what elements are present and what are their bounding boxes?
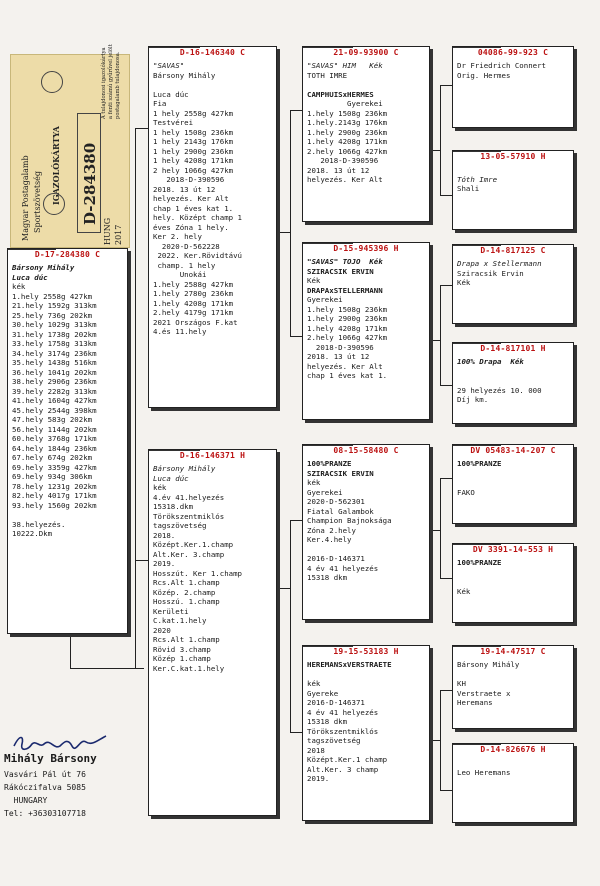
box-line [457,568,570,578]
box-line: Bársony Mihály [153,70,216,80]
box-line: DRAPAxSTELLERMANN [307,285,383,295]
box-line: 39.hely 2282g 313km [12,386,97,396]
box-line: 67.hely 674g 202km [12,453,93,462]
box-line: 2018-D-390596 [153,175,225,184]
connector [430,740,440,741]
box-line: Orig. Hermes [457,70,511,80]
ring-id: DV 05483-14-207 C [470,446,556,455]
box-line: Leo Heremans [457,767,511,777]
box-line: 21.hely 1592g 313km [12,301,97,310]
box-line: 15318 dkm [307,717,348,726]
box-line: 15318.dkm [153,502,194,511]
pedigree-box-sire-dam [302,242,430,420]
box-line: Rcs.Alt 1.champ [153,635,220,644]
box-line: 25.hely 736g 202km [12,310,93,320]
connector [440,478,441,578]
ring-id: D-15-945396 H [333,244,399,253]
connector [440,790,452,791]
box-line: SZIRACSIK ERVIN [307,266,374,276]
box-line: Kék [457,586,471,596]
box-line: 33.hely 1758g 313km [12,339,97,348]
box-line: 4.és 11.hely [153,327,207,336]
box-line: 31.hely 1738g 202km [12,329,97,339]
box-line: 2019. [307,774,330,783]
box-line: 1.hely 4208g 171km [153,298,234,308]
box-lines [457,459,570,497]
box-line: 2019. [153,559,176,568]
box-line: kék [307,679,321,688]
box-line: 100%PRANZE [457,558,502,567]
ring-id: DV 3391-14-553 H [472,545,554,554]
card-note-3: postagalamb tulajdonosa. [115,51,121,119]
box-line: 1.hely 1508g 236km [307,304,388,314]
box-line: 2020-D-562228 [153,241,220,251]
box-line: "SAVAS" [153,61,185,70]
box-lines [457,558,570,596]
box-lines [457,259,570,288]
box-line: 1 hely 2558g 427km [153,108,234,118]
box-line: 10222.Dkm [12,529,53,538]
box-line: Gyereke [307,688,339,698]
box-line: 1 hely 2900g 236km [153,146,234,156]
ring-id: 08-15-58480 C [333,446,399,455]
connector [440,385,452,386]
box-line: HEREMANSxVERSTRAETE [307,660,392,669]
box-line: 2018. 13 út 12 [307,165,370,175]
box-line: C.kat.1.hely [153,616,207,625]
box-line: 15318 dkm [307,573,348,582]
box-lines [457,357,570,405]
connector [135,128,149,129]
box-line: Hosszút. Ker 1.champ [153,568,242,578]
ring-id: D-17-284380 C [34,250,101,259]
box-line: 2 hely 1066g 427km [153,165,234,175]
connector [440,690,452,691]
box-line: 2.hely 1066g 427km [307,333,388,342]
box-line: 60.hely 3768g 171km [12,434,97,443]
connector [290,110,291,336]
box-line [457,758,570,768]
ring-id: 04086-99-923 C [477,48,549,57]
box-line: Testvérei [153,118,194,127]
box-line: tagszövetség [307,736,361,745]
connector [440,478,452,479]
box-line: chap 1 éves kat 1. [153,203,234,213]
box-line: 4 év 41 helyezés [307,707,379,717]
box-line: SZIRACSIK ERVIN [307,468,374,478]
box-line: 82.hely 4017g 171km [12,491,97,500]
box-line: 35.hely 1438g 516km [12,358,97,367]
box-line: 45.hely 2544g 398km [12,405,97,415]
connector [430,530,440,531]
box-line: Gyerekei [307,99,383,108]
box-line [457,165,570,175]
box-line: Rcs.Alt 1.champ [153,578,220,587]
connector [430,150,440,151]
box-line [153,80,273,90]
box-line: 2018-D-390596 [307,156,379,165]
pigeon-logo-icon [41,71,63,93]
box-line: 1.hely 2588g 427km [153,279,234,289]
box-line: 2018 [307,745,325,755]
box-line: Törökszentmiklós [307,726,379,736]
ring-id: D-14-817125 C [480,246,546,255]
owner-address-line: Rákóczifalva 5085 [4,783,86,792]
box-line: Drapa x Stellermann [457,259,542,268]
box-line [457,577,570,587]
box-lines [457,758,570,777]
pedigree-box-dam-sire [302,444,430,620]
card-note-1: A tulajdonosi igazolókártya [101,47,107,119]
pedigree-box-g8 [452,743,574,823]
box-line: Bársony Mihály [12,263,75,272]
box-line: tagszövetség [153,521,207,530]
box-line: Sziracsik Ervin [457,268,524,278]
ring-id: 21-09-93900 C [333,48,399,57]
ring-id: 19-15-53183 H [333,647,399,656]
card-number: D-284380 [81,142,99,225]
box-line: 100% Drapa Kék [457,357,524,366]
box-line: 64.hely 1844g 236km [12,443,97,453]
box-line: Közép 1.champ [153,654,211,663]
box-line: Unokái [153,270,207,279]
pedigree-box-g3 [452,244,574,324]
box-line: Verstraete x [457,688,511,698]
box-line: 36.hely 1041g 202km [12,367,97,377]
box-line: Középt.Ker.1 champ [307,755,388,764]
box-line: 4.év 41.helyezés [153,492,225,502]
box-line: 41.hely 1604g 427km [12,396,97,405]
box-line: 30.hely 1029g 313km [12,320,97,329]
connector [440,195,452,196]
box-line: éves Zóna 1 hely. [153,222,229,232]
box-line: 2016-D-146371 [307,698,365,707]
pedigree-box-g7 [452,645,574,729]
box-line: "SAVAS" TOJO Kék [307,257,383,266]
box-line: Közép. 2.champ [153,587,216,597]
box-line: 1 hely 4208g 171km [153,156,234,165]
connector [440,85,441,195]
pedigree-box-dam-dam [302,645,430,821]
connector [440,578,452,579]
box-line [307,80,426,90]
owner-address-line: Vasvári Pál út 76 [4,770,86,779]
box-line: 1.hely 4208g 171km [307,323,388,333]
box-line: hely. Középt champ 1 [153,213,242,222]
box-lines [307,257,426,381]
connector [277,588,290,589]
pedigree-box-g6 [452,543,574,623]
box-line [12,510,124,520]
box-line: 1 hely 1508g 236km [153,127,234,137]
box-line: Középt.Ker.1.champ [153,540,234,549]
box-line: Zóna 2.hely [307,525,356,535]
connector [277,232,290,233]
owner-phone: Tel: +36303107718 [4,809,86,818]
box-lines [307,459,426,583]
box-line: Rövid 3.champ [153,644,211,654]
owner-address [4,768,86,820]
box-line: 1.hely 2780g 236km [153,289,234,298]
pedigree-box-main [7,248,128,634]
connector [70,668,144,669]
connector [290,336,302,337]
ring-id: 19-14-47517 C [480,647,546,656]
box-line: Dr Friedrich Connert [457,61,546,70]
box-line: 56.hely 1144g 202km [12,424,97,434]
box-lines [12,263,124,539]
box-line: 1.hely 4208g 171km [307,137,388,146]
box-line: "SAVAS" HIM Kék [307,61,383,70]
owner-country: HUNGARY [4,796,48,805]
box-line: 2.hely 4179g 171km [153,308,234,317]
ring-id: D-16-146371 H [179,451,246,460]
box-line: helyezés. Ker Alt [153,194,229,203]
box-line: 2018. 13 út 12 [307,352,370,361]
box-line: 69.hely 3359g 427km [12,462,97,472]
connector [135,128,136,668]
box-line: Ker.4.hely [307,535,352,544]
box-line: 1.hely.2143g 176km [307,118,388,127]
box-line: Ker.C.kat.1.hely [153,663,225,673]
box-line: Luca dúc [153,473,189,483]
connector [440,85,452,86]
box-line: CAMPHUISxHERMES [307,89,374,99]
box-lines [457,165,570,194]
card-org-line2: Sportszövetség [33,170,42,233]
pedigree-box-g4 [452,342,574,424]
box-line: 1.hely 1508g 236km [307,108,388,118]
box-line [307,670,426,680]
box-line: 78.hely 1231g 202km [12,481,97,491]
box-line: 93.hely 1560g 202km [12,500,97,510]
box-line: Kerületi [153,606,189,616]
box-line: 2021 Országos F.kat [153,317,238,327]
connector [290,520,302,521]
card-org-line1: Magyar Postagalamb [21,155,30,241]
box-line: 1.hely 2900g 236km [307,314,388,323]
box-line: Alt.Ker. 3.champ [153,549,225,559]
box-line [457,367,570,377]
box-line: 100%PRANZE [307,459,352,468]
connector [290,732,302,733]
card-note-2: a fenti számú gyűrűvel jelölt [108,44,114,119]
box-line: Hosszú. 1.champ [153,597,220,606]
box-line: Alt.Ker. 3 champ [307,764,379,774]
pedigree-box-g2 [452,150,574,230]
connector [440,690,441,790]
box-line: helyezés. Ker Alt [307,361,383,371]
pedigree-box-sire-sire [302,46,430,222]
connector [430,340,440,341]
box-line: kék [307,478,321,487]
box-line: helyezés. Ker Alt [307,175,383,184]
card-year: 2017 [114,224,123,245]
box-line: Heremans [457,698,493,707]
box-line: 38.helyezés. [12,519,66,529]
box-line: 2018. [153,530,176,540]
box-lines [457,61,570,80]
box-line: TOTH IMRE [307,70,348,80]
box-line: 34.hely 3174g 236km [12,348,97,358]
connector [290,110,302,111]
box-line: chap 1 éves kat 1. [307,371,388,380]
box-line: Törökszentmiklós [153,511,225,521]
ring-id: D-14-826676 H [480,745,546,754]
box-line: Kék [307,276,321,285]
box-line: kék [12,282,26,291]
card-title: IGAZOLÓKÁRTYA [51,126,61,205]
connector [135,560,149,561]
connector [440,285,452,286]
pedigree-box-sire [148,46,277,408]
box-line [457,469,570,479]
certificate-card [10,44,130,248]
box-line: 2020-D-562301 [307,497,365,506]
box-line: FAKO [457,487,475,497]
owner-name: Mihály Bársony [4,752,97,765]
box-line: 2.hely 1066g 427km [307,146,388,156]
box-line: Shali [457,184,480,193]
box-line: 2016-D-146371 [307,554,365,563]
box-line: Gyerekei [307,487,343,497]
box-line: Kék [457,278,471,287]
box-line: Tóth Imre [457,174,498,184]
connector [70,633,71,669]
box-lines [153,61,273,337]
box-line: Bársony Mihály [153,464,216,473]
box-lines [457,660,570,708]
box-line: 1.hely 2558g 427km [12,291,93,301]
ring-id: 13-05-57910 H [480,152,546,161]
box-line: 4 év 41 helyezés [307,563,379,573]
box-line: Bársony Mihály [457,660,520,669]
box-line: Ker 2. hely [153,232,202,241]
box-line: 2018-D-390596 [307,342,374,352]
box-line: champ. 1 hely [153,260,216,270]
box-line: 2022. Ker.Rövidtávú [153,251,242,260]
pedigree-box-g5 [452,444,574,524]
box-line: Fiatal Galambok [307,506,374,516]
connector [440,285,441,385]
box-line: Luca dúc [12,272,48,282]
box-line: 2020 [153,625,171,635]
ring-id: D-14-817101 H [480,344,546,353]
box-line: Champion Bajnoksága [307,516,392,525]
box-line [307,545,426,555]
box-line: 47.hely 583g 202km [12,415,93,424]
ring-id: D-16-146340 C [179,48,246,57]
pedigree-box-dam [148,449,277,816]
box-line: 1.hely 2900g 236km [307,127,388,137]
box-lines [307,660,426,784]
box-line: 1 hely 2143g 176km [153,137,234,146]
box-line [457,376,570,386]
box-line: 29 helyezés 10. 000 [457,385,542,395]
box-line: Gyerekei [307,295,343,304]
box-line: Fia [153,99,167,108]
box-lines [307,61,426,185]
box-lines [153,464,273,673]
box-line: KH [457,679,466,688]
box-line: 2018. 13 út 12 [153,184,216,194]
box-line: kék [153,483,167,492]
box-line [457,478,570,488]
box-line: 69.hely 934g 306km [12,472,93,481]
box-line: 100%PRANZE [457,459,502,468]
box-line: 38.hely 2906g 236km [12,377,97,386]
box-line: Luca dúc [153,89,189,99]
box-line [457,670,570,680]
box-line: Díj km. [457,395,489,404]
card-country: HUNG [103,217,112,245]
pedigree-box-g1 [452,46,574,128]
connector [290,520,291,732]
